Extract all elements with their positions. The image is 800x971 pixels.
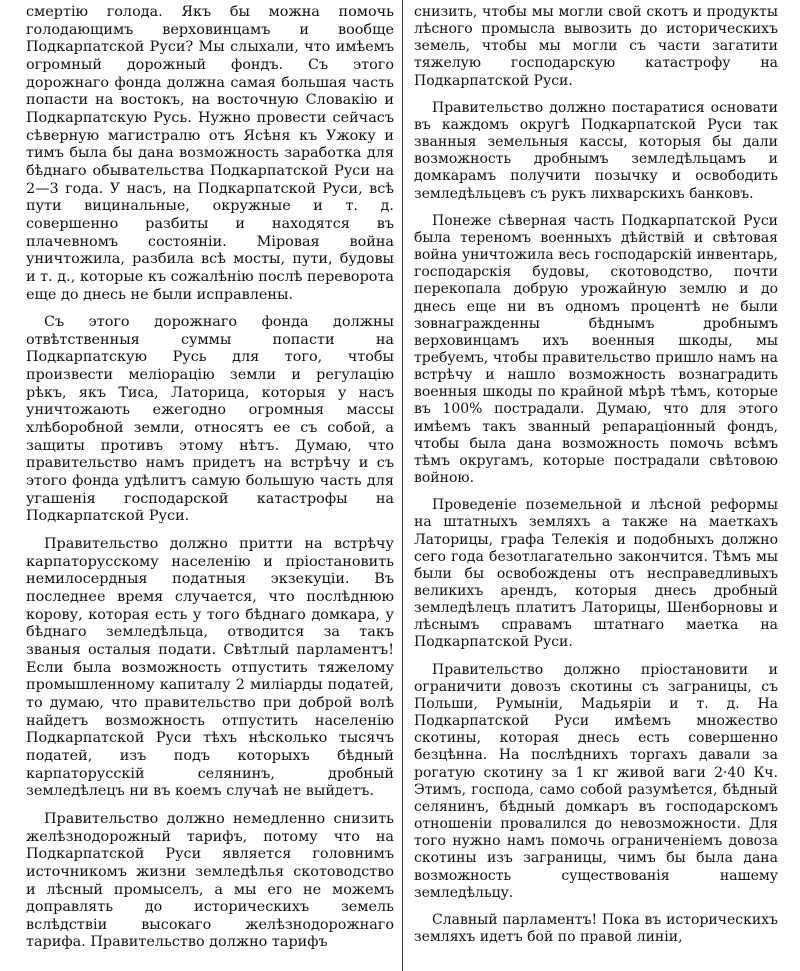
- paragraph: Славный парламентъ! Пока въ историческихъ земляхъ идетъ бой по правой линіи,: [414, 911, 778, 945]
- right-column: [414, 4, 778, 956]
- column-divider: [402, 0, 403, 971]
- paragraph: Правительство должно постаратися основати въ каждомъ округѣ Подкарпатской Руси так званныя земельныя кассы, которыя бы дали возможность дробнымъ земледѣльцамъ и домкарамъ получити позычку и освободить земледѣльцевъ съ рукъ лихварскихъ банковъ.: [414, 99, 778, 202]
- paragraph: Съ этого дорожнаго фонда должны отвѣтственныя суммы попасти на Подкарпатскую Русь для того, чтобы произвести меліорацію земли и регулацію рѣкъ, якъ Тиса, Латорица, которыя у насъ уничтожають ежегодно огромныя массы хлѣборобной земли, относятъ ее съ собой, а защиты противъ этому нѣтъ. Думаю, что правительство намъ придетъ на встрѣчу и съ этого фонда удѣлитъ самую большую часть для угашенія господарской катастрофы на Подкарпатской Руси.: [26, 314, 394, 525]
- paragraph: Проведеніе поземельной и лѣсной реформы на штатныхъ земляхъ а также на маеткахъ Латорицы, графа Телекія и подобныхъ должно сего года безотлагательно закончится. Тѣмъ мы были бы освобождены отъ несправедливыхъ великихъ арендъ, которыя днесь дробный земледѣлецъ платитъ Латорицы, Шенборновы и лѣснымъ справамъ штатнаго маетка на Подкарпатской Руси.: [414, 497, 778, 651]
- left-column: [26, 4, 394, 962]
- paragraph: смертію голода. Якъ бы можна помочь голодающимъ верховинцамъ и вообще Подкарпатской Руси? Мы слыхали, что имѣемъ огромный дорожный фондъ. Съ этого дорожнаго фонда должна самая большая часть попасти на востокъ, на восточную Словакію и Подкарпатскую Русь. Нужно провести сейчасъ сѣверную магистралю отъ Ясѣня къ Ужоку и тимъ была бы дана возможность заработка для бѣднаго обывательства Подкарпатской Руси на 2—3 года. У насъ, на Подкарпатской Руси, всѣ пути вицинальные, окружные и т. д. совершенно разбиты и находятся въ плачевномъ состояніи. Міровая война уничтожила, разбила всѣ мосты, пути, будовы и т. д., которые къ сожалѣнію послѣ переворота еще до днесь не были исправлены.: [26, 4, 395, 303]
- paragraph: снизить, чтобы мы могли свой скотъ и продукты лѣсного промысла вывозить до историческихъ земель, чтобы мы могли съ части загатити тяжелую господарскую катастрофу на Подкарпатской Руси.: [414, 4, 778, 89]
- paragraph: Правительство должно пріостановити и ограничити довозъ скотины съ заграницы, съ Польши, Румыніи, Мадьяріи и т. д. На Подкарпатской Руси имѣемъ множество скотины, которая днесь есть совершенно безцѣнна. На послѣднихъ торгахъ давали за рогатую скотину за 1 кг живой ваги 2·40 Кч. Этимъ, господа, само собой разумѣется, бѣдный селянинъ, бѣдный домкаръ въ господарскомъ отношеніи провалился до невозможности. Для того нужно намъ помочь ограниченіемъ довоза скотины изъ заграницы, чимъ бы была дана возможность существованія нашему земледѣльцу.: [414, 661, 778, 901]
- paragraph: Понеже сѣверная часть Подкарпатской Руси была тереномъ военныхъ дѣйствій и свѣтовая война уничтожила весь господарскій инвентарь, господарскія будовы, скотоводство, почти перекопала добрую урожайную землю и до днесь еще ни въ одномъ процентѣ не были зовнагражденны бѣднымъ дробнымъ верховинцамъ ихъ военныя шкоды, мы требуемъ, чтобы правительство пришло намъ на встрѣчу и нашло возможность вознаградить военныя шкоды по крайной мѣрѣ тѣмъ, которые въ 100% пострадали. Думаю, что для этого имѣемъ такъ званный репараціонный фондъ, чтобы была дана возможность помочь всѣмъ тѣмъ округамъ, которые пострадали свѣтовою войною.: [414, 212, 778, 487]
- paragraph: Правительство должно притти на встрѣчу карпаторусскому населенію и пріостановить немилосердныя податныя экзекуціи. Въ последнее время случается, что послѣднюю корову, которая есть у того бѣднаго домкара, у бѣднаго земледѣльца, отводится за такъ званыя осталыя подати. Свѣтлый парламентъ! Если была возможность отпустить тяжелому промышленному капиталу 2 миліарды податей, то думаю, что правительство при доброй волѣ найдетъ возможность отпустить населенію Подкарпатской Руси тѣхъ нѣсколько тысячъ податей, изъ подъ которыхъ бѣдный карпаторусскій селянинъ, дробный земледѣлецъ ни въ коемъ случаѣ не выйдетъ.: [26, 536, 394, 800]
- paragraph: Правительство должно немедленно снизить желѣзнодорожный тарифъ, потому что на Подкарпатской Руси является головнимъ источникомъ жизни земледѣлья скотоводство и лѣсный промыселъ, а мы его не можемъ доправлять до историческихъ земель вслѣдствіи высокаго желѣзнодорожнаго тарифа. Правительство должно тарифъ: [26, 810, 394, 951]
